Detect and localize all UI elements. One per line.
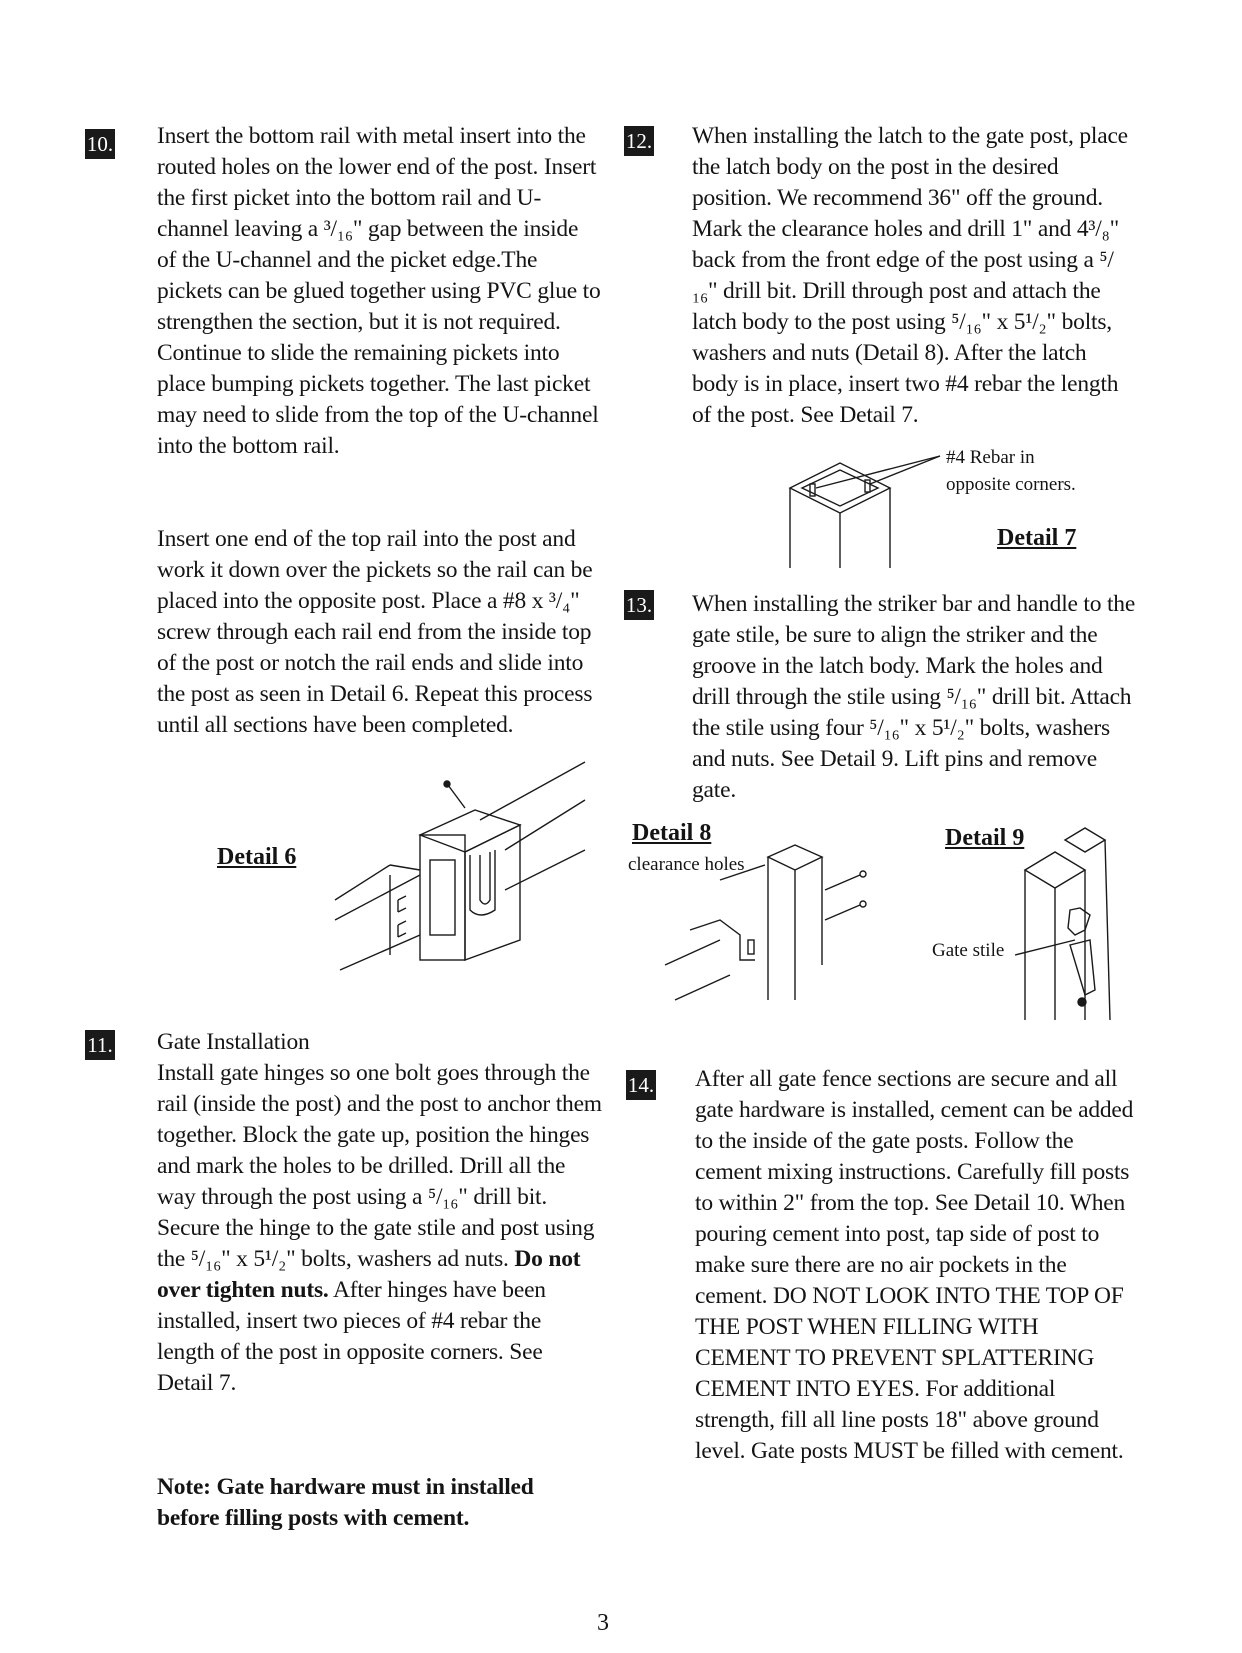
step-10-paragraph-2: Insert one end of the top rail into the post and work it down over the pickets so the rail can be placed into the opposite post. Place a #8 x ³/₄" screw through each rail end from the inside top of the post or notch the rail ends and slide into the post as seen in Detail 6. Repeat this process until all sections have been completed. <box>157 526 593 738</box>
step-12-text <box>692 121 1137 431</box>
detail-7-label <box>946 444 1076 498</box>
step-13-paragraph: When installing the striker bar and handle to the gate stile, be sure to align the striker and the groove in the latch body. Mark the holes and drill through the stile using ⁵/₁₆" drill bit. Attach the stile using four ⁵/₁₆" x 5¹/₂" bolts, washers and nuts. See Detail 9. Lift pins and remove gate. <box>692 591 1136 803</box>
detail-9-diagram <box>1000 820 1140 1020</box>
detail-9-label: Gate stile <box>932 940 1005 961</box>
step-11-note: Note: Gate hardware must in installed before filling posts with cement. <box>157 1474 534 1531</box>
detail-7-diagram <box>780 448 970 568</box>
step-14-text <box>695 1064 1135 1467</box>
step-13-text <box>692 589 1137 806</box>
step-12-paragraph: When installing the latch to the gate post, place the latch body on the post in the desired position. We recommend 36" off the ground. Mark the clearance holes and drill 1" and 4³/₈" back from the front edge of the post using a ⁵/₁₆" drill bit. Drill through post and attach the latch body to the post using ⁵/₁₆" x 5¹/₂" bolts, washers and nuts (Detail 8). After the latch body is in place, insert two #4 rebar the length of the post. See Detail 7. <box>692 123 1128 428</box>
step-10-text <box>157 121 602 462</box>
detail-8-label: clearance holes <box>628 854 745 875</box>
step-11-heading: Gate Installation <box>157 1029 310 1055</box>
detail-7-label-line-1: #4 Rebar in <box>946 447 1035 468</box>
step-10-text-2 <box>157 524 602 741</box>
step-11-body-a: Install gate hinges so one bolt goes through the rail (inside the post) and the post to anchor them together. Block the gate up, position the hinges and mark the holes to be drilled. Drill all the way through the post using a ⁵/₁₆" drill bit. Secure the hinge to the gate stile and post using the ⁵/₁₆" x 5¹/₂" bolts, washers ad nuts. <box>157 1060 602 1272</box>
page-number: 3 <box>597 1610 609 1636</box>
detail-7-label-line-2: opposite corners. <box>946 474 1076 495</box>
step-14-paragraph: After all gate fence sections are secure and all gate hardware is installed, cement can be added to the inside of the gate posts. Follow the cement mixing instructions. Carefully fill posts to within 2" from the top. See Detail 10. When pouring cement into post, tap side of post to make sure there are no air pockets in the cement. DO NOT LOOK INTO THE TOP OF THE POST WHEN FILLING WITH CEMENT TO PREVENT SPLATTERING CEMENT INTO EYES. For additional strength, fill all line posts 18" above ground level. Gate posts MUST be filled with cement. <box>695 1066 1134 1464</box>
detail-6-title: Detail 6 <box>217 844 297 870</box>
step-11-body-b: After hinges have been installed, insert two pieces of #4 rebar the length of the post in opposite corners. See Detail 7. <box>157 1277 546 1396</box>
step-11-warning: Do not over tighten nuts. <box>157 1246 581 1303</box>
detail-8-diagram <box>660 835 890 1005</box>
step-11-text <box>157 1027 602 1399</box>
detail-7-title: Detail 7 <box>997 525 1077 551</box>
detail-9-title: Detail 9 <box>945 825 1025 851</box>
step-14-badge: 14. <box>626 1070 656 1100</box>
detail-8-title: Detail 8 <box>632 820 712 846</box>
detail-6-diagram <box>330 760 600 1010</box>
step-13-badge: 13. <box>624 590 654 620</box>
step-10-badge: 10. <box>85 129 115 159</box>
step-11-badge: 11. <box>85 1030 115 1060</box>
step-12-badge: 12. <box>624 126 654 156</box>
step-10-paragraph-1: Insert the bottom rail with metal insert into the routed holes on the lower end of the post. Insert the first picket into the bottom rail and U-channel leaving a ³/₁₆" gap between the inside of the U-channel and the picket edge.The pickets can be glued together using PVC glue to strengthen the section, but it is not required. Continue to slide the remaining pickets into place bumping pickets together. The last picket may need to slide from the top of the U-channel into the bottom rail. <box>157 123 601 459</box>
